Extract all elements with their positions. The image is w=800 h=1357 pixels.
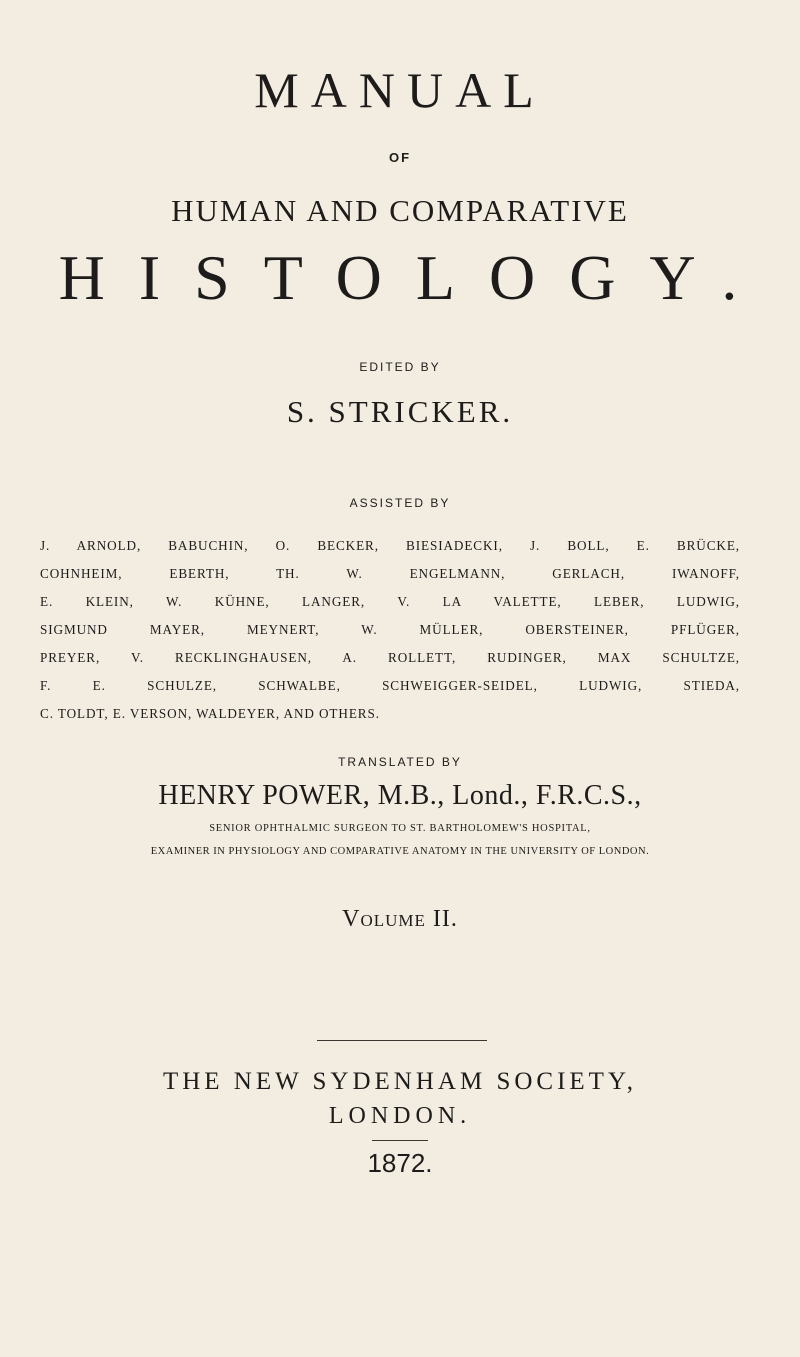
editor-name: S. STRICKER. bbox=[286, 394, 514, 429]
translator-label: TRANSLATED BY bbox=[338, 755, 462, 769]
editor-label: EDITED BY bbox=[359, 360, 441, 374]
book-title: MANUAL bbox=[254, 62, 546, 118]
book-subtitle: HUMAN AND COMPARATIVE bbox=[171, 193, 629, 228]
title-connector: OF bbox=[388, 150, 412, 165]
contributors-line: SIGMUND MAYER, MEYNERT, W. MÜLLER, OBERSTEINER, PFLÜGER, bbox=[40, 622, 740, 637]
volume-number: Volume II. bbox=[342, 906, 458, 932]
contributors-line: COHNHEIM, EBERTH, TH. W. ENGELMANN, GERLACH, IWANOFF, bbox=[40, 566, 740, 581]
translator-name: HENRY POWER, M.B., Lond., F.R.C.S., bbox=[158, 780, 642, 811]
translator-role-line: EXAMINER IN PHYSIOLOGY AND COMPARATIVE ANATOMY IN THE UNIVERSITY OF LONDON. bbox=[150, 846, 650, 857]
publisher-city: LONDON. bbox=[328, 1103, 472, 1129]
contributors-line: C. TOLDT, E. VERSON, WALDEYER, AND OTHERS. bbox=[40, 706, 380, 721]
city-underline bbox=[372, 1140, 428, 1141]
book-subject: HISTOLOGY. bbox=[58, 242, 772, 313]
contributors-line: PREYER, V. RECKLINGHAUSEN, A. ROLLETT, RUDINGER, MAX SCHULTZE, bbox=[40, 650, 740, 665]
contributors-line: F. E. SCHULZE, SCHWALBE, SCHWEIGGER-SEIDEL, LUDWIG, STIEDA, bbox=[40, 678, 740, 693]
publication-year: 1872. bbox=[367, 1148, 433, 1178]
contributors-line: J. ARNOLD, BABUCHIN, O. BECKER, BIESIADECKI, J. BOLL, E. BRÜCKE, bbox=[40, 538, 740, 553]
contributors-line: E. KLEIN, W. KÜHNE, LANGER, V. LA VALETTE, LEBER, LUDWIG, bbox=[40, 594, 740, 609]
translator-role-line: SENIOR OPHTHALMIC SURGEON TO ST. BARTHOLOMEW'S HOSPITAL, bbox=[209, 823, 591, 834]
divider-rule bbox=[317, 1040, 487, 1041]
assistants-label: ASSISTED BY bbox=[349, 496, 451, 510]
publisher-name: THE NEW SYDENHAM SOCIETY, bbox=[162, 1068, 638, 1095]
